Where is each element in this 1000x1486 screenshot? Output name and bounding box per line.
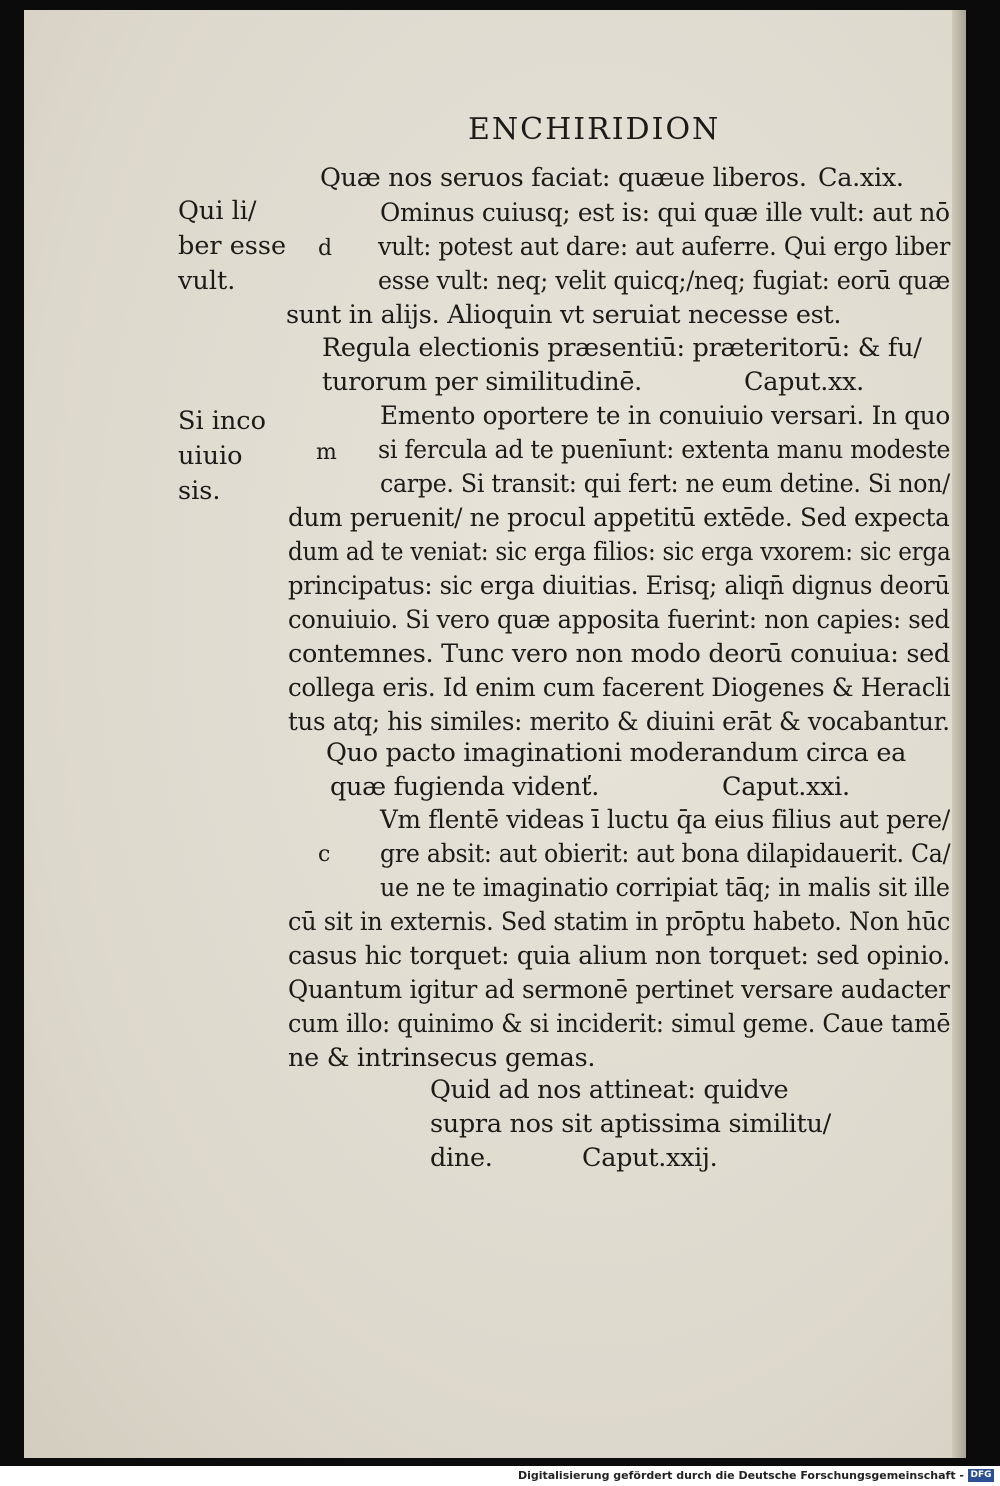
margin-note-line: uiuio (178, 441, 243, 471)
text-line: Vm flentē videas ī luctu q̄a eius filius aut pere/ (380, 805, 950, 835)
running-title: ENCHIRIDION (468, 112, 721, 147)
text-line: dum peruenit/ ne procul appetitū extēde. Sed expecta (288, 503, 950, 533)
text-line: si fercula ad te puenīunt: extenta manu modeste (378, 435, 951, 465)
text-line: cū sit in externis. Sed statim in prōptu habeto. Non hūc (288, 907, 951, 937)
text-line: conuiuio. Si vero quæ apposita fuerint: non capies: sed (288, 605, 950, 635)
text-line: sunt in alijs. Alioquin vt seruiat necesse est. (286, 300, 842, 330)
chapter-number: Ca.xix. (818, 163, 904, 193)
margin-note-line: Si inco (178, 406, 266, 436)
text-line: esse vult: neq; velit quicq;/neq; fugiat: eorū quæ (378, 266, 950, 296)
chapter-heading: Quæ nos seruos faciat: quæue liberos. (320, 163, 807, 193)
footer-credit: Digitalisierung gefördert durch die Deutsche Forschungsgemeinschaft - (517, 1469, 964, 1482)
text-line: collega eris. Id enim cum facerent Diogenes & Heracli (288, 673, 951, 703)
initial-guide-letter: c (318, 842, 331, 867)
text-line: principatus: sic erga diuitias. Erisq; aliqn̄ dignus deorū (288, 571, 950, 601)
chapter-number: Caput.xxi. (722, 772, 850, 802)
initial-guide-letter: d (318, 236, 333, 261)
chapter-heading: dine. (430, 1143, 493, 1173)
chapter-heading: turorum per similitudinē. (322, 367, 642, 397)
text-line: dum ad te veniat: sic erga filios: sic erga vxorem: sic erga (288, 537, 951, 567)
chapter-heading: supra nos sit aptissima similitu/ (430, 1109, 831, 1139)
page-gutter-shadow (952, 10, 966, 1458)
chapter-heading: quæ fugienda videnť. (330, 772, 600, 802)
text-line: gre absit: aut obierit: aut bona dilapidauerit. Ca/ (380, 839, 951, 869)
margin-note-line: Qui li/ (178, 196, 257, 226)
text-line: cum illo: quinimo & si inciderit: simul geme. Caue tamē (288, 1009, 951, 1039)
text-line: tus atq; his similes: merito & diuini erāt & vocabantur. (288, 707, 950, 737)
text-line: ue ne te imaginatio corripiat tāq; in malis sit ille (380, 873, 950, 903)
chapter-heading: Quo pacto imaginationi moderandum circa ea (326, 738, 907, 768)
text-line: vult: potest aut dare: aut auferre. Qui ergo liber (378, 232, 951, 262)
dfg-logo: DFG (968, 1469, 994, 1482)
chapter-heading: Regula electionis præsentiū: præteritorū: & fu/ (322, 333, 922, 363)
text-line: ne & intrinsecus gemas. (288, 1043, 596, 1073)
text-line: Quantum igitur ad sermonē pertinet versare audacter (288, 975, 950, 1005)
margin-note-line: vult. (178, 266, 236, 296)
initial-guide-letter: m (316, 440, 337, 465)
text-line: Emento oportere te in conuiuio versari. In quo (380, 401, 950, 431)
text-line: carpe. Si transit: qui fert: ne eum detine. Si non/ (380, 469, 950, 499)
chapter-number: Caput.xxij. (582, 1143, 718, 1173)
text-line: casus hic torquet: quia alium non torquet: sed opinio. (288, 941, 950, 971)
digitization-footer (0, 1466, 1000, 1486)
chapter-number: Caput.xx. (744, 367, 864, 397)
text-line: contemnes. Tunc vero non modo deorū conuiua: sed (288, 639, 950, 669)
margin-note-line: sis. (178, 476, 221, 506)
chapter-heading: Quid ad nos attineat: quidve (430, 1075, 789, 1105)
text-line: Ominus cuiusq; est is: qui quæ ille vult: aut nō (380, 198, 950, 228)
margin-note-line: ber esse (178, 231, 287, 261)
